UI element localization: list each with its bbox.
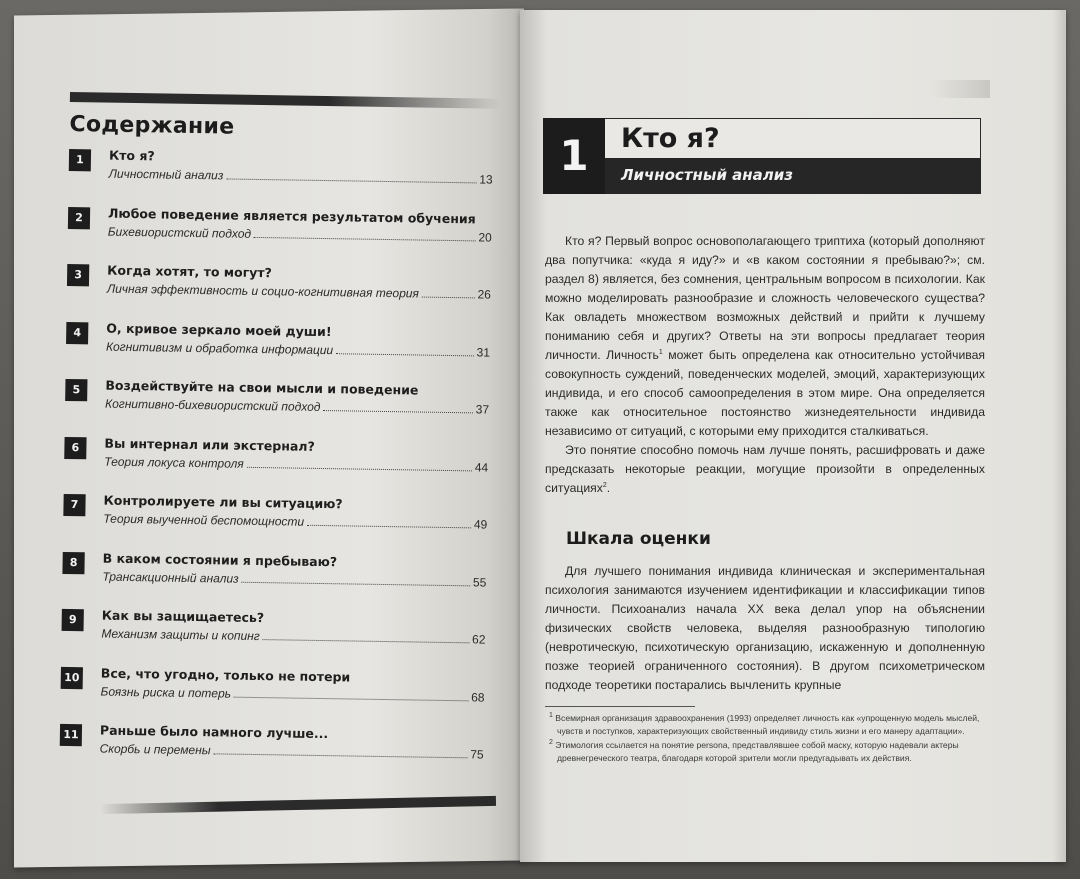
toc-item-page: 13 <box>479 172 493 187</box>
toc-item <box>64 434 497 498</box>
toc-item-subtitle-row <box>100 684 484 704</box>
toc-item-subtitle-row <box>108 224 492 244</box>
paragraph-2: Это понятие способно помочь нам лучше понять, расшифровать и даже предсказать некоторые реакции, могущие произойти в определенных ситуациях$^2$. <box>545 443 985 495</box>
toc-leader-dots <box>263 639 469 643</box>
chapter-header <box>543 118 981 194</box>
toc-item-subtitle-row <box>104 454 488 474</box>
toc-item-title: Любое поведение является результатом обучения <box>107 205 476 226</box>
toc-item-subtitle-row <box>102 569 486 589</box>
toc-leader-dots <box>226 178 476 183</box>
toc-item-subtitle: Скорбь и перемены <box>99 741 211 758</box>
toc-item <box>62 549 495 613</box>
footnote-rule <box>545 706 695 707</box>
toc-item-subtitle-row <box>109 167 493 187</box>
toc-leader-dots <box>247 466 472 471</box>
toc-leader-dots <box>323 410 472 413</box>
toc-item-title: Контролируете ли вы ситуацию? <box>103 492 343 512</box>
toc-item-subtitle: Бихевиористский подход <box>107 224 252 241</box>
toc-item-number: 1 <box>69 149 91 171</box>
toc-title: Содержание <box>69 111 235 140</box>
toc-item-page: 68 <box>471 689 485 705</box>
toc-item-title: О, кривое зеркало моей души! <box>106 320 332 339</box>
toc-item-page: 31 <box>476 344 491 360</box>
toc-item-subtitle-row <box>101 627 485 647</box>
toc-item <box>66 319 499 383</box>
chapter-number: 1 <box>543 118 605 194</box>
section-title: Шкала оценки <box>566 529 711 549</box>
toc-item-subtitle: Механизм защиты и копинг <box>101 626 260 644</box>
body-block-1 <box>545 232 985 498</box>
chapter-subtitle: Личностный анализ <box>621 166 794 184</box>
toc-item-number: 2 <box>68 206 90 228</box>
toc-item-page: 55 <box>472 574 487 590</box>
toc-item-page: 49 <box>473 517 488 532</box>
toc-item-page: 62 <box>471 632 486 647</box>
running-head <box>930 80 990 98</box>
toc-leader-dots <box>422 297 475 299</box>
toc-item-subtitle: Теория выученной беспомощности <box>103 511 305 529</box>
toc-list <box>59 147 501 786</box>
toc-item <box>63 492 496 556</box>
toc-item-subtitle-row <box>100 742 484 762</box>
chapter-title: Кто я? <box>621 123 720 154</box>
footnotes <box>545 712 985 766</box>
toc-leader-dots <box>242 581 470 586</box>
toc-item-number: 7 <box>63 494 85 516</box>
toc-item-title: Вы интернал или экстернал? <box>104 435 315 454</box>
toc-item-subtitle-row <box>106 339 490 359</box>
toc-leader-dots <box>214 753 468 758</box>
paragraph-1: Кто я? Первый вопрос основополагающего триптиха (который дополняют два попутчика: «куда я иду?» и «в каком состоянии я пребываю?»; см. раздел 8) является, без сомнения, центральным вопросом в психологии. Как можно моделировать разнообразие и сложность человеческого существа? Как овладеть множеством возможных действий и прийти к лучшему пониманию себя и других? Ответы на эти вопросы предлагает теория личности. Личность$^1$ может быть определена как относительно устойчивая совокупность суждений, поведенческих моделей, эмоций, характеризующих индивида, и его способ самоопределения в этом мире. Она определяется также как относительное постоянство жизнедеятельности индивида независимо от ситуаций, с которыми ему приходится сталкиваться. <box>545 234 985 438</box>
toc-item-title: Когда хотят, то могут? <box>107 262 272 281</box>
toc-leader-dots <box>234 696 468 701</box>
toc-item-number: 8 <box>62 551 84 573</box>
paragraph-3: Для лучшего понимания индивида клиническая и экспериментальная психология занимаются изучением идентификации и классификации типов личности. Психоанализ начала XX века делал упор на объяснении физических свойств человека, выделяя разнообразную типологию (невротическую, психотическую организацию, искаженную и дополненную позже теорией ограниченного состояния). В другом психометрическом подходе теоретики постарались вычленить крупные <box>545 564 985 692</box>
toc-item-title: Кто я? <box>108 147 155 164</box>
toc-item <box>61 607 494 671</box>
toc-item-title: Как вы защищаетесь? <box>101 607 265 626</box>
toc-leader-dots <box>336 353 473 356</box>
toc-item-page: 44 <box>474 459 489 475</box>
body-block-2 <box>545 562 985 695</box>
toc-item-number: 10 <box>61 666 83 688</box>
toc-item-subtitle-row <box>107 282 491 302</box>
toc-item-subtitle-row <box>103 512 487 532</box>
toc-item-number: 6 <box>64 436 86 458</box>
toc-item-subtitle: Личная эффективность и социо-когнитивная теория <box>106 281 420 301</box>
toc-item-number: 5 <box>65 379 87 401</box>
toc-item <box>59 722 492 786</box>
toc-item-subtitle-row <box>105 397 489 417</box>
toc-item-page: 75 <box>470 747 484 762</box>
toc-item-subtitle: Трансакционный анализ <box>102 569 239 586</box>
toc-item-number: 3 <box>67 264 89 286</box>
toc-item <box>67 204 500 268</box>
chapter-title-box <box>605 118 981 160</box>
toc-item-number: 9 <box>62 609 84 631</box>
toc-leader-dots <box>254 236 475 240</box>
toc-item-subtitle: Боязнь риска и потерь <box>100 684 232 701</box>
footnote: $^1$ Всемирная организация здравоохранения (1993) определяет личность как «упрощенную модель мыслей, чувств и поступков, характеризующих свойственный индивиду стиль жизни и его манеру адаптации». <box>549 712 980 737</box>
toc-item-page: 20 <box>478 229 492 245</box>
toc-item-title: Воздействуйте на свои мысли и поведение <box>105 377 419 398</box>
table-of-contents <box>59 92 502 786</box>
toc-item <box>65 377 498 441</box>
toc-item-title: Раньше было намного лучше... <box>99 722 329 742</box>
toc-item <box>66 262 499 326</box>
toc-item-subtitle: Когнитивно-бихевиористский подход <box>105 396 321 414</box>
toc-item-page: 26 <box>477 287 491 302</box>
toc-item-number: 4 <box>66 321 88 343</box>
toc-item-title: Все, что угодно, только не потери <box>100 665 351 684</box>
toc-item-page: 37 <box>475 402 490 417</box>
footnote: $^2$ Этимология ссылается на понятие persona, представлявшее собой маску, которую надевали актеры древнегреческого театра, благодаря которой зрители могли предугадывать их действия. <box>549 738 959 764</box>
toc-item-subtitle: Когнитивизм и обработка информации <box>105 339 334 357</box>
toc-item-subtitle: Личностный анализ <box>108 166 224 183</box>
toc-item <box>68 147 501 211</box>
toc-item-number: 11 <box>60 724 82 746</box>
toc-leader-dots <box>307 525 471 529</box>
toc-item-subtitle: Теория локуса контроля <box>104 454 244 471</box>
toc-item-title: В каком состоянии я пребываю? <box>102 550 338 569</box>
chapter-subtitle-bar <box>605 158 981 194</box>
toc-item <box>60 664 493 728</box>
